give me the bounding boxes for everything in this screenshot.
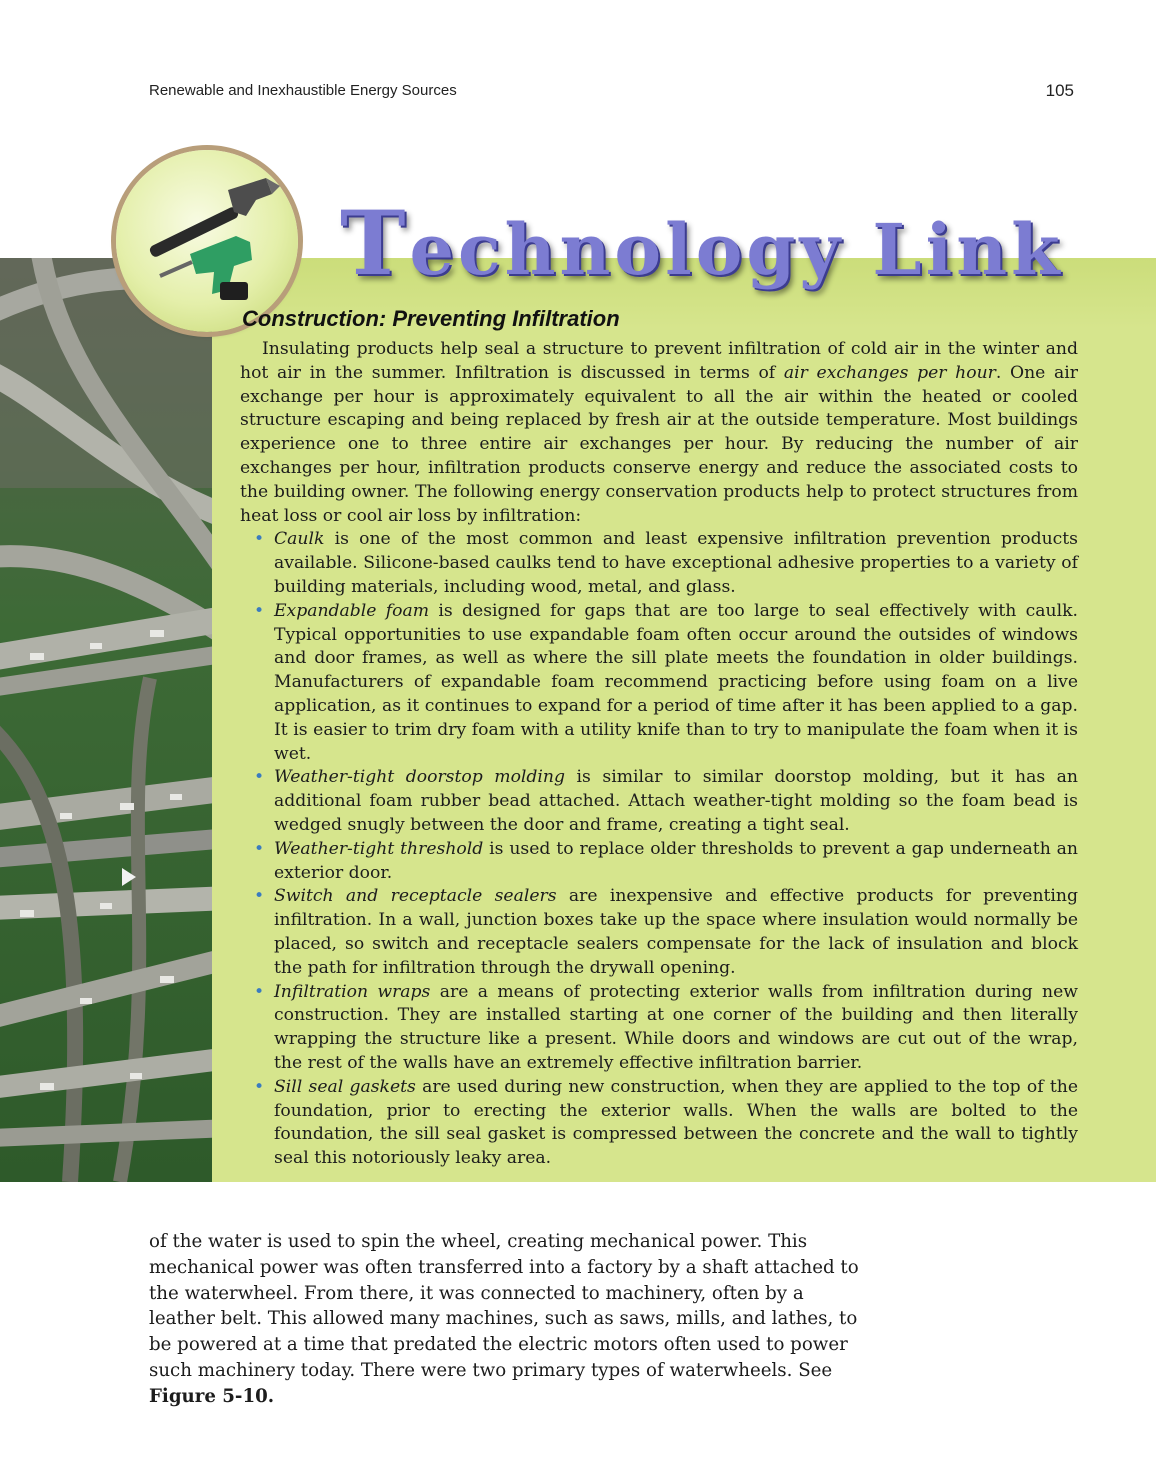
title-initial: T <box>340 191 410 295</box>
item-term: Weather-tight threshold <box>274 838 484 859</box>
item-text: is used to replace older thresholds to prevent a gap underneath an exterior door. <box>274 838 1078 883</box>
running-head <box>149 82 1074 104</box>
body-text: of the water is used to spin the wheel, creating mechanical power. This mechanical power was often transferred into a factory by a shaft attached to the waterwheel. From there, it was connected to machinery, often by a leather belt. This allowed many machines, such as saws, mills, and lathes, to be powered at a time that predated the electric motors often used to power such machinery today. There were two primary types of waterwheels. See <box>149 1231 859 1381</box>
item-text: are inexpensive and effective products for preventing infiltration. In a wall, junction boxes take up the space where insulation would normally be placed, so switch and receptacle sealers compensate for the lack of insulation and block the path for infiltration through the drywall opening. <box>274 886 1078 978</box>
feature-heading: Construction: Preventing Infiltration <box>242 306 620 331</box>
list-item <box>254 600 1078 767</box>
page-number: 105 <box>1045 81 1074 100</box>
technology-link-title <box>340 191 1064 295</box>
title-rest: echnology Link <box>409 208 1064 291</box>
item-term: Sill seal gaskets <box>274 1076 416 1097</box>
bullet-icon: • <box>254 529 265 550</box>
item-text: are used during new construction, when they are applied to the top of the foundation, prior to erecting the exterior walls. When the walls are bolted to the foundation, the sill seal gasket is compressed between the concrete and the wall to tightly seal this notoriously leaky area. <box>274 1076 1079 1169</box>
bullet-icon: • <box>254 1076 265 1097</box>
running-head-title: Renewable and Inexhaustible Energy Sources <box>149 82 457 99</box>
list-item <box>254 981 1078 1076</box>
list-item <box>254 766 1078 837</box>
highway-photo <box>0 258 212 1182</box>
body-paragraph <box>149 1229 861 1410</box>
list-item <box>254 528 1078 599</box>
item-term: Infiltration wraps <box>274 981 431 1002</box>
feature-content <box>240 304 1078 1171</box>
feature-intro <box>240 338 1078 528</box>
figure-reference: Figure 5-10. <box>149 1385 275 1407</box>
item-term: Expandable foam <box>274 600 430 621</box>
product-list <box>240 528 1078 1171</box>
list-item <box>254 1076 1079 1171</box>
highway-interchange-image <box>0 258 212 1182</box>
item-text: is designed for gaps that are too large to seal effectively with caulk. Typical opportunities to use expandable foam often occur around the outsides of windows and door frames, as well as where the sill plate meets the foundation in older buildings. Manufacturers of expandable foam recommend practicing before using foam on a live application, as it continues to expand for a period of time after it has been applied to a gap. It is easier to trim dry foam with a utility knife than to try to manipulate the foam when it is wet. <box>274 600 1078 764</box>
bullet-icon: • <box>254 767 265 788</box>
item-term: Switch and receptacle sealers <box>274 886 557 907</box>
bullet-icon: • <box>254 886 265 907</box>
item-term: Weather-tight doorstop molding <box>274 767 565 788</box>
bullet-icon: • <box>254 838 265 859</box>
item-text: is one of the most common and least expensive infiltration prevention products available. Silicone-based caulks tend to have exceptional adhesive properties to a variety of building materials, including wood, metal, and glass. <box>274 529 1078 597</box>
list-item <box>254 885 1078 980</box>
item-text: are a means of protecting exterior walls from infiltration during new construction. They are installed starting at one corner of the building and then literally wrapping the structure like a present. While doors and windows are cut out of the wrap, the rest of the walls have an extremely effective infiltration barrier. <box>274 981 1078 1073</box>
item-term: Caulk <box>274 529 325 550</box>
intro-term: air exchanges per hour <box>783 362 996 383</box>
intro-after: . One air exchange per hour is approximately equivalent to all the air within the heated or cooled structure escaping and being replaced by fresh air at the outside temperature. Most buildings experience one to three entire air exchanges per hour. By reducing the number of air exchanges per hour, infiltration products conserve energy and reduce the associated costs to the building owner. The following energy conservation products help to protect structures from heat loss or cool air loss by infiltration: <box>240 362 1079 526</box>
list-item <box>254 838 1078 886</box>
bullet-icon: • <box>254 600 265 621</box>
intro-before: Insulating products help seal a structure to prevent infiltration of cold air in the winter and hot air in the summer. Infiltration is discussed in terms of <box>240 339 1078 383</box>
item-text: is similar to similar doorstop molding, but it has an additional foam rubber bead attached. Attach weather-tight molding so the foam bead is wedged snugly between the door and frame, creating a tight seal. <box>274 767 1078 835</box>
bullet-icon: • <box>254 981 265 1002</box>
